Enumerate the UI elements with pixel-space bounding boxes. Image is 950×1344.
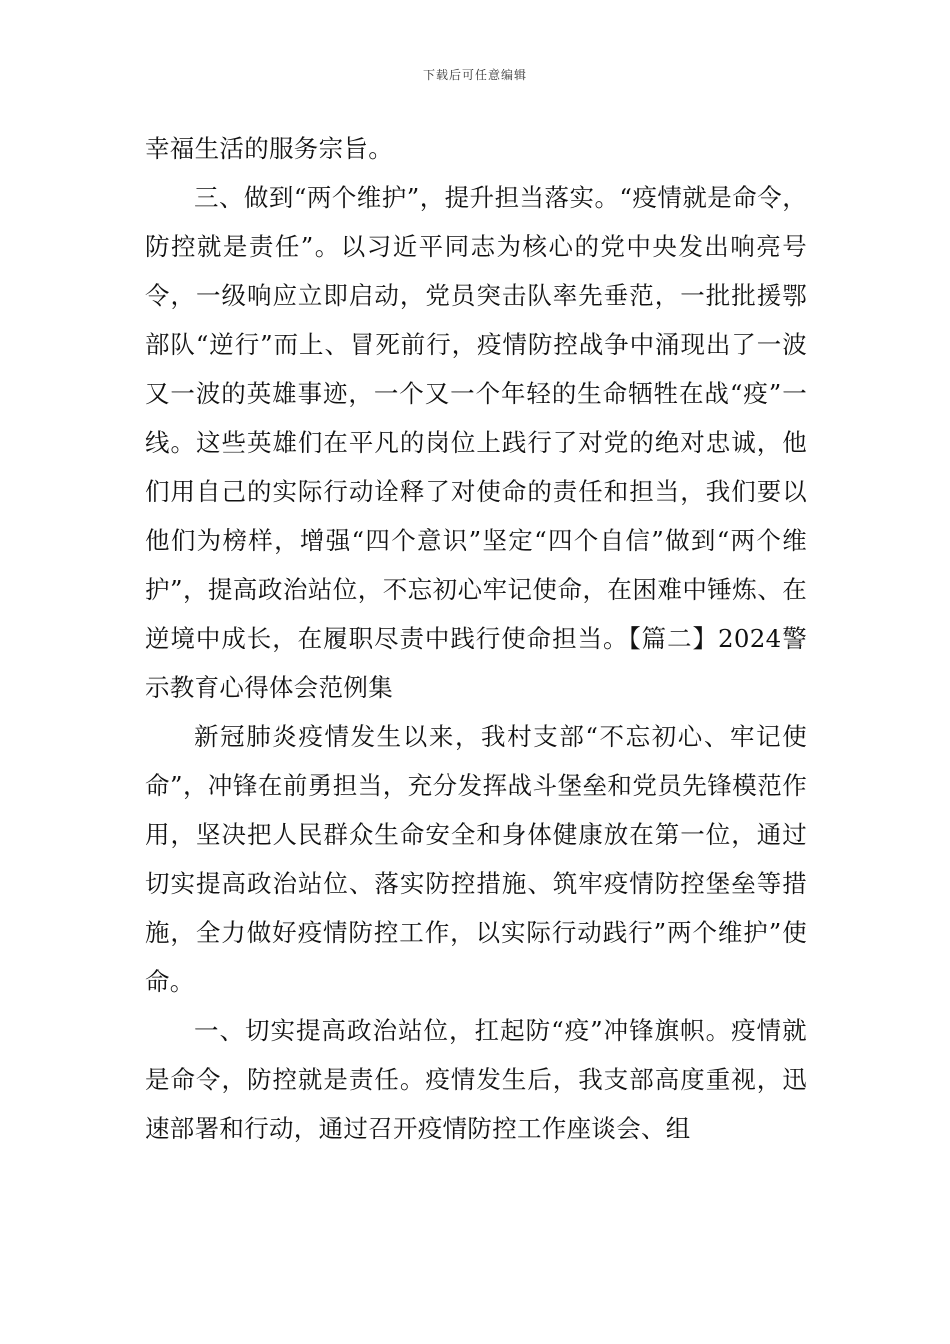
paragraph-2: 三、做到“两个维护”，提升担当落实。“疫情就是命令，防控就是责任”。以习近平同志为核心的党中央发出响亮号令，一级响应立即启动，党员突击队率先垂范，一批批援鄂部队“逆行”而上、冒死前行，疫情防控战争中涌现出了一波又一波的英雄事迹，一个又一个年轻的生命牺牲在战“疫”一线。这些英雄们在平凡的岗位上践行了对党的绝对忠诚，他们用自己的实际行动诠释了对使命的责任和担当，我们要以他们为榜样，增强“四个意识”坚定“四个自信”做到“两个维护”，提高政治站位，不忘初心牢记使命，在困难中锤炼、在逆境中成长，在履职尽责中践行使命担当。【篇二】2024警示教育心得体会范例集 — [145, 183, 807, 702]
page-header: 下载后可任意编辑 — [422, 68, 527, 82]
paragraph-4: 一、切实提高政治站位，扛起防“疫”冲锋旗帜。疫情就是命令，防控就是责任。疫情发生后，我支部高度重视，迅速部署和行动，通过召开疫情防控工作座谈会、组 — [145, 1016, 807, 1143]
paragraph-1: 幸福生活的服务宗旨。 — [145, 134, 393, 163]
document-body — [145, 124, 807, 1153]
paragraph-3: 新冠肺炎疫情发生以来，我村支部“不忘初心、牢记使命”，冲锋在前勇担当，充分发挥战斗堡垒和党员先锋模范作用，坚决把人民群众生命安全和身体健康放在第一位，通过切实提高政治站位、落实防控措施、筑牢疫情防控堡垒等措施，全力做好疫情防控工作，以实际行动践行”两个维护”使命。 — [145, 722, 807, 996]
